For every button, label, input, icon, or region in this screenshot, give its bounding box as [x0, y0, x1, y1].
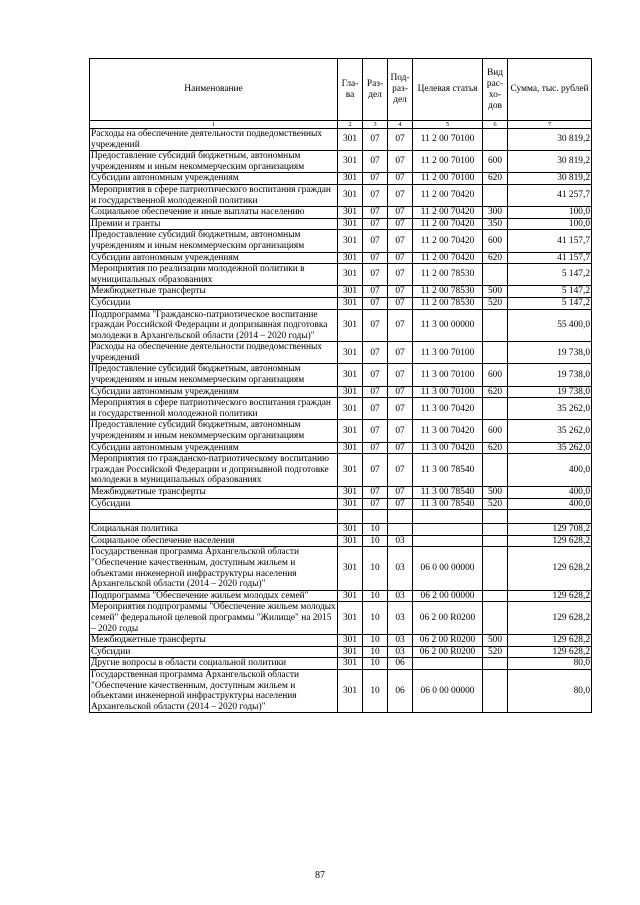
- row-sum: 41 157,7: [508, 252, 592, 264]
- row-sum: 35 262,0: [508, 398, 592, 420]
- row-sum: 41 257,7: [508, 184, 592, 206]
- row-name: Межбюджетные трансферты: [90, 286, 338, 298]
- row-name: Мероприятия в сфере патриотического воспитания граждан и государственной молодежной политики: [90, 398, 338, 420]
- row-sum: 19 738,0: [508, 386, 592, 398]
- row-expense-type: [483, 547, 508, 590]
- row-glava: 301: [338, 602, 363, 635]
- row-expense-type: 600: [483, 420, 508, 442]
- header-podrazdel: Под-раз-дел: [388, 59, 413, 121]
- row-razdel: 07: [363, 252, 388, 264]
- table-row: [90, 129, 592, 151]
- row-glava: 301: [338, 297, 363, 309]
- row-target-article: 11 2 00 70420: [413, 218, 483, 230]
- row-target-article: 11 3 00 78540: [413, 454, 483, 487]
- row-name: Субсидии автономным учреждениям: [90, 252, 338, 264]
- row-sum: 80,0: [508, 658, 592, 670]
- row-name: Подпрограмма "Обеспечение жильем молодых семей": [90, 590, 338, 602]
- row-expense-type: 620: [483, 252, 508, 264]
- row-sum: 5 147,2: [508, 297, 592, 309]
- row-razdel: 10: [363, 646, 388, 658]
- row-podrazdel: 07: [388, 420, 413, 442]
- row-glava: 301: [338, 658, 363, 670]
- row-expense-type: 620: [483, 386, 508, 398]
- table-row: [90, 658, 592, 670]
- row-razdel: 10: [363, 524, 388, 536]
- table-row: [90, 151, 592, 173]
- table-row: [90, 398, 592, 420]
- row-expense-type: 500: [483, 286, 508, 298]
- table-body: [90, 129, 592, 713]
- row-glava: 301: [338, 442, 363, 454]
- row-name: Другие вопросы в области социальной политики: [90, 658, 338, 670]
- row-razdel: 07: [363, 151, 388, 173]
- row-name: Расходы на обеспечение деятельности подведомственных учреждений: [90, 129, 338, 151]
- row-glava: 301: [338, 364, 363, 386]
- row-razdel: 07: [363, 230, 388, 252]
- row-target-article: 11 2 00 78530: [413, 264, 483, 286]
- row-razdel: 07: [363, 364, 388, 386]
- table-row: [90, 309, 592, 342]
- row-razdel: 10: [363, 535, 388, 547]
- row-razdel: 07: [363, 398, 388, 420]
- row-sum: 129 628,2: [508, 535, 592, 547]
- row-name: Мероприятия по гражданско-патриотическому воспитанию граждан Российской Федерации и допризывной подготовке молодежи в муниципальных образованиях: [90, 454, 338, 487]
- row-name: Социальная политика: [90, 524, 338, 536]
- row-razdel: [363, 510, 388, 524]
- table-row: [90, 669, 592, 712]
- row-sum: 80,0: [508, 669, 592, 712]
- column-number: 2: [338, 121, 363, 129]
- row-glava: 301: [338, 547, 363, 590]
- row-name: Государственная программа Архангельской области "Обеспечение качественным, доступным жильем и объектами инженерной инфраструктуры населения Архангельской области (2014 – 2020 годы)": [90, 547, 338, 590]
- row-glava: 301: [338, 386, 363, 398]
- row-expense-type: 600: [483, 230, 508, 252]
- row-target-article: [413, 535, 483, 547]
- table-row: [90, 342, 592, 364]
- row-razdel: 10: [363, 547, 388, 590]
- row-podrazdel: 07: [388, 252, 413, 264]
- table-row: [90, 547, 592, 590]
- row-razdel: 07: [363, 487, 388, 499]
- row-razdel: 07: [363, 286, 388, 298]
- row-name: Межбюджетные трансферты: [90, 487, 338, 499]
- row-razdel: 07: [363, 442, 388, 454]
- table-row: [90, 420, 592, 442]
- row-podrazdel: 07: [388, 218, 413, 230]
- row-podrazdel: 07: [388, 498, 413, 510]
- row-glava: 301: [338, 129, 363, 151]
- row-expense-type: 620: [483, 442, 508, 454]
- row-sum: 41 157,7: [508, 230, 592, 252]
- row-target-article: 11 2 00 70100: [413, 173, 483, 185]
- column-number: 5: [413, 121, 483, 129]
- row-expense-type: [483, 398, 508, 420]
- row-glava: 301: [338, 252, 363, 264]
- row-glava: 301: [338, 487, 363, 499]
- row-podrazdel: 06: [388, 669, 413, 712]
- row-podrazdel: 07: [388, 342, 413, 364]
- row-razdel: 10: [363, 602, 388, 635]
- row-sum: 35 262,0: [508, 420, 592, 442]
- row-podrazdel: 07: [388, 286, 413, 298]
- table-row: [90, 535, 592, 547]
- row-razdel: 07: [363, 454, 388, 487]
- table-row: [90, 386, 592, 398]
- row-expense-type: 520: [483, 646, 508, 658]
- row-name: Подпрограмма "Гражданско-патриотическое воспитание граждан Российской Федерации и допризывная подготовка молодежи в Архангельской области (2014 – 2020 годы)": [90, 309, 338, 342]
- table-row: [90, 454, 592, 487]
- row-target-article: 11 3 00 00000: [413, 309, 483, 342]
- row-name: Субсидии автономным учреждениям: [90, 173, 338, 185]
- row-expense-type: [483, 602, 508, 635]
- row-target-article: 11 3 00 78540: [413, 487, 483, 499]
- table-row: [90, 286, 592, 298]
- row-glava: 301: [338, 590, 363, 602]
- header-expense-type: Вид рас-хо-дов: [483, 59, 508, 121]
- row-sum: 30 819,2: [508, 129, 592, 151]
- row-razdel: 10: [363, 590, 388, 602]
- row-glava: 301: [338, 230, 363, 252]
- column-number: 4: [388, 121, 413, 129]
- row-name: Субсидии: [90, 646, 338, 658]
- row-podrazdel: 07: [388, 173, 413, 185]
- header-glava: Гла-ва: [338, 59, 363, 121]
- row-podrazdel: [388, 510, 413, 524]
- row-glava: 301: [338, 218, 363, 230]
- row-sum: 129 628,2: [508, 547, 592, 590]
- row-razdel: 10: [363, 669, 388, 712]
- row-podrazdel: 07: [388, 364, 413, 386]
- row-target-article: 06 0 00 00000: [413, 547, 483, 590]
- row-podrazdel: 03: [388, 547, 413, 590]
- row-sum: 129 628,2: [508, 646, 592, 658]
- table-row: [90, 297, 592, 309]
- row-glava: 301: [338, 184, 363, 206]
- page-number: 87: [315, 870, 325, 881]
- row-target-article: 11 3 00 70420: [413, 398, 483, 420]
- row-target-article: 06 0 00 00000: [413, 669, 483, 712]
- row-name: Премии и гранты: [90, 218, 338, 230]
- table-row: [90, 646, 592, 658]
- row-glava: 301: [338, 524, 363, 536]
- row-sum: 35 262,0: [508, 442, 592, 454]
- row-glava: 301: [338, 151, 363, 173]
- row-glava: [338, 510, 363, 524]
- row-target-article: [413, 658, 483, 670]
- column-number: 3: [363, 121, 388, 129]
- row-target-article: 11 2 00 70100: [413, 129, 483, 151]
- row-razdel: 07: [363, 342, 388, 364]
- budget-table: [89, 58, 592, 713]
- row-sum: 55 400,0: [508, 309, 592, 342]
- row-glava: 301: [338, 398, 363, 420]
- row-target-article: 11 3 00 70420: [413, 420, 483, 442]
- row-target-article: 11 3 00 70420: [413, 442, 483, 454]
- row-glava: 301: [338, 635, 363, 647]
- row-glava: 301: [338, 669, 363, 712]
- row-expense-type: 620: [483, 173, 508, 185]
- row-name: Межбюджетные трансферты: [90, 635, 338, 647]
- row-target-article: 11 2 00 78530: [413, 297, 483, 309]
- row-podrazdel: 07: [388, 151, 413, 173]
- row-podrazdel: 07: [388, 207, 413, 219]
- row-name: Социальное обеспечение и иные выплаты населению: [90, 207, 338, 219]
- row-target-article: 11 3 00 70100: [413, 386, 483, 398]
- row-expense-type: 300: [483, 207, 508, 219]
- row-expense-type: [483, 342, 508, 364]
- row-name: Субсидии автономным учреждениям: [90, 386, 338, 398]
- row-razdel: 07: [363, 184, 388, 206]
- row-expense-type: [483, 535, 508, 547]
- header-target-article: Целевая статья: [413, 59, 483, 121]
- row-target-article: 11 3 00 78540: [413, 498, 483, 510]
- row-glava: 301: [338, 498, 363, 510]
- row-sum: 129 708,2: [508, 524, 592, 536]
- row-sum: 5 147,2: [508, 286, 592, 298]
- row-expense-type: [483, 658, 508, 670]
- row-target-article: 11 2 00 70420: [413, 230, 483, 252]
- row-podrazdel: 07: [388, 398, 413, 420]
- table-row: [90, 218, 592, 230]
- row-expense-type: [483, 524, 508, 536]
- row-podrazdel: 03: [388, 646, 413, 658]
- row-podrazdel: 07: [388, 309, 413, 342]
- row-target-article: 11 3 00 70100: [413, 364, 483, 386]
- row-name: Предоставление субсидий бюджетным, автономным учреждениям и иным некоммерческим организациям: [90, 364, 338, 386]
- row-razdel: 07: [363, 264, 388, 286]
- table-row: [90, 230, 592, 252]
- row-target-article: 11 2 00 70420: [413, 252, 483, 264]
- row-glava: 301: [338, 286, 363, 298]
- row-glava: 301: [338, 342, 363, 364]
- row-podrazdel: 07: [388, 442, 413, 454]
- row-glava: 301: [338, 535, 363, 547]
- row-podrazdel: 03: [388, 590, 413, 602]
- row-expense-type: 500: [483, 635, 508, 647]
- row-expense-type: 520: [483, 297, 508, 309]
- row-name: Субсидии: [90, 498, 338, 510]
- row-sum: 30 819,2: [508, 173, 592, 185]
- row-expense-type: [483, 184, 508, 206]
- row-expense-type: 350: [483, 218, 508, 230]
- row-target-article: [413, 524, 483, 536]
- row-expense-type: [483, 510, 508, 524]
- row-razdel: 07: [363, 297, 388, 309]
- row-name: Мероприятия в сфере патриотического воспитания граждан и государственной молодежной политики: [90, 184, 338, 206]
- row-razdel: 07: [363, 386, 388, 398]
- row-name: Мероприятия по реализации молодежной политики в муниципальных образованиях: [90, 264, 338, 286]
- row-target-article: 11 3 00 70100: [413, 342, 483, 364]
- row-sum: 30 819,2: [508, 151, 592, 173]
- table-row: [90, 590, 592, 602]
- table-row: [90, 173, 592, 185]
- row-glava: 301: [338, 646, 363, 658]
- row-sum: [508, 510, 592, 524]
- table-row: [90, 364, 592, 386]
- row-name: [90, 510, 338, 524]
- column-number: 7: [508, 121, 592, 129]
- row-name: Предоставление субсидий бюджетным, автономным учреждениям и иным некоммерческим организациям: [90, 151, 338, 173]
- row-target-article: 06 2 00 R0200: [413, 602, 483, 635]
- row-expense-type: [483, 669, 508, 712]
- row-podrazdel: 06: [388, 658, 413, 670]
- table-row: [90, 487, 592, 499]
- table-row: [90, 442, 592, 454]
- row-podrazdel: 07: [388, 264, 413, 286]
- row-target-article: 11 2 00 70420: [413, 207, 483, 219]
- row-podrazdel: 07: [388, 230, 413, 252]
- table-row: [90, 207, 592, 219]
- row-target-article: 11 2 00 78530: [413, 286, 483, 298]
- row-razdel: 07: [363, 309, 388, 342]
- header-name: Наименование: [90, 59, 338, 121]
- row-name: Расходы на обеспечение деятельности подведомственных учреждений: [90, 342, 338, 364]
- row-podrazdel: 03: [388, 602, 413, 635]
- row-sum: 129 628,2: [508, 635, 592, 647]
- row-razdel: 10: [363, 658, 388, 670]
- row-name: Мероприятия подпрограммы "Обеспечение жильем молодых семей" федеральной целевой программы "Жилище" на 2015 – 2020 годы: [91, 602, 336, 634]
- table-row: [90, 264, 592, 286]
- row-target-article: 06 2 00 R0200: [413, 635, 483, 647]
- row-sum: 400,0: [508, 487, 592, 499]
- row-razdel: 07: [363, 173, 388, 185]
- row-target-article: 06 2 00 R0200: [413, 646, 483, 658]
- row-sum: 5 147,2: [508, 264, 592, 286]
- row-razdel: 07: [363, 129, 388, 151]
- row-podrazdel: 07: [388, 297, 413, 309]
- header-sum: Сумма, тыс. рублей: [508, 59, 592, 121]
- row-sum: 19 738,0: [508, 342, 592, 364]
- row-target-article: 11 2 00 70100: [413, 151, 483, 173]
- row-expense-type: 520: [483, 498, 508, 510]
- row-sum: 129 628,2: [508, 602, 592, 635]
- row-razdel: 07: [363, 498, 388, 510]
- row-target-article: [413, 510, 483, 524]
- row-glava: 301: [338, 309, 363, 342]
- row-razdel: 07: [363, 207, 388, 219]
- row-razdel: 07: [363, 218, 388, 230]
- row-podrazdel: 03: [388, 535, 413, 547]
- row-glava: 301: [338, 454, 363, 487]
- column-number: 6: [483, 121, 508, 129]
- row-name: Субсидии: [90, 297, 338, 309]
- row-podrazdel: 07: [388, 487, 413, 499]
- row-expense-type: 600: [483, 364, 508, 386]
- row-sum: 400,0: [508, 498, 592, 510]
- column-number: 1: [90, 121, 338, 129]
- header-razdel: Раз-дел: [363, 59, 388, 121]
- row-expense-type: 600: [483, 151, 508, 173]
- row-name: Предоставление субсидий бюджетным, автономным учреждениям и иным некоммерческим организациям: [90, 230, 338, 252]
- table-row: [90, 252, 592, 264]
- row-sum: 129 628,2: [508, 590, 592, 602]
- row-name: Предоставление субсидий бюджетным, автономным учреждениям и иным некоммерческим организациям: [90, 420, 338, 442]
- row-sum: 100,0: [508, 207, 592, 219]
- table-row: [90, 635, 592, 647]
- row-expense-type: [483, 129, 508, 151]
- row-expense-type: [483, 590, 508, 602]
- row-podrazdel: [388, 524, 413, 536]
- row-name: Социальное обеспечение населения: [90, 535, 338, 547]
- row-expense-type: [483, 309, 508, 342]
- row-podrazdel: 07: [388, 129, 413, 151]
- row-razdel: 10: [363, 635, 388, 647]
- table-row: [90, 524, 592, 536]
- row-podrazdel: 07: [388, 184, 413, 206]
- row-expense-type: [483, 454, 508, 487]
- row-sum: 19 738,0: [508, 364, 592, 386]
- column-number-row: [90, 121, 592, 129]
- row-target-article: 06 2 00 00000: [413, 590, 483, 602]
- header-row: [90, 59, 592, 121]
- row-glava: 301: [338, 420, 363, 442]
- row-name: Субсидии автономным учреждениям: [90, 442, 338, 454]
- table-row: [90, 498, 592, 510]
- row-target-article: 11 2 00 70420: [413, 184, 483, 206]
- row-sum: 100,0: [508, 218, 592, 230]
- row-name: Государственная программа Архангельской области "Обеспечение качественным, доступным жильем и объектами инженерной инфраструктуры населения Архангельской области (2014 – 2020 годы)": [90, 669, 338, 712]
- row-podrazdel: 07: [388, 454, 413, 487]
- row-sum: 400,0: [508, 454, 592, 487]
- row-podrazdel: 03: [388, 635, 413, 647]
- row-podrazdel: 07: [388, 386, 413, 398]
- row-glava: 301: [338, 264, 363, 286]
- row-expense-type: [483, 264, 508, 286]
- row-razdel: 07: [363, 420, 388, 442]
- table-row: [90, 184, 592, 206]
- table-row: [90, 602, 592, 635]
- row-expense-type: 500: [483, 487, 508, 499]
- blank-row: [90, 510, 592, 524]
- row-glava: 301: [338, 207, 363, 219]
- row-glava: 301: [338, 173, 363, 185]
